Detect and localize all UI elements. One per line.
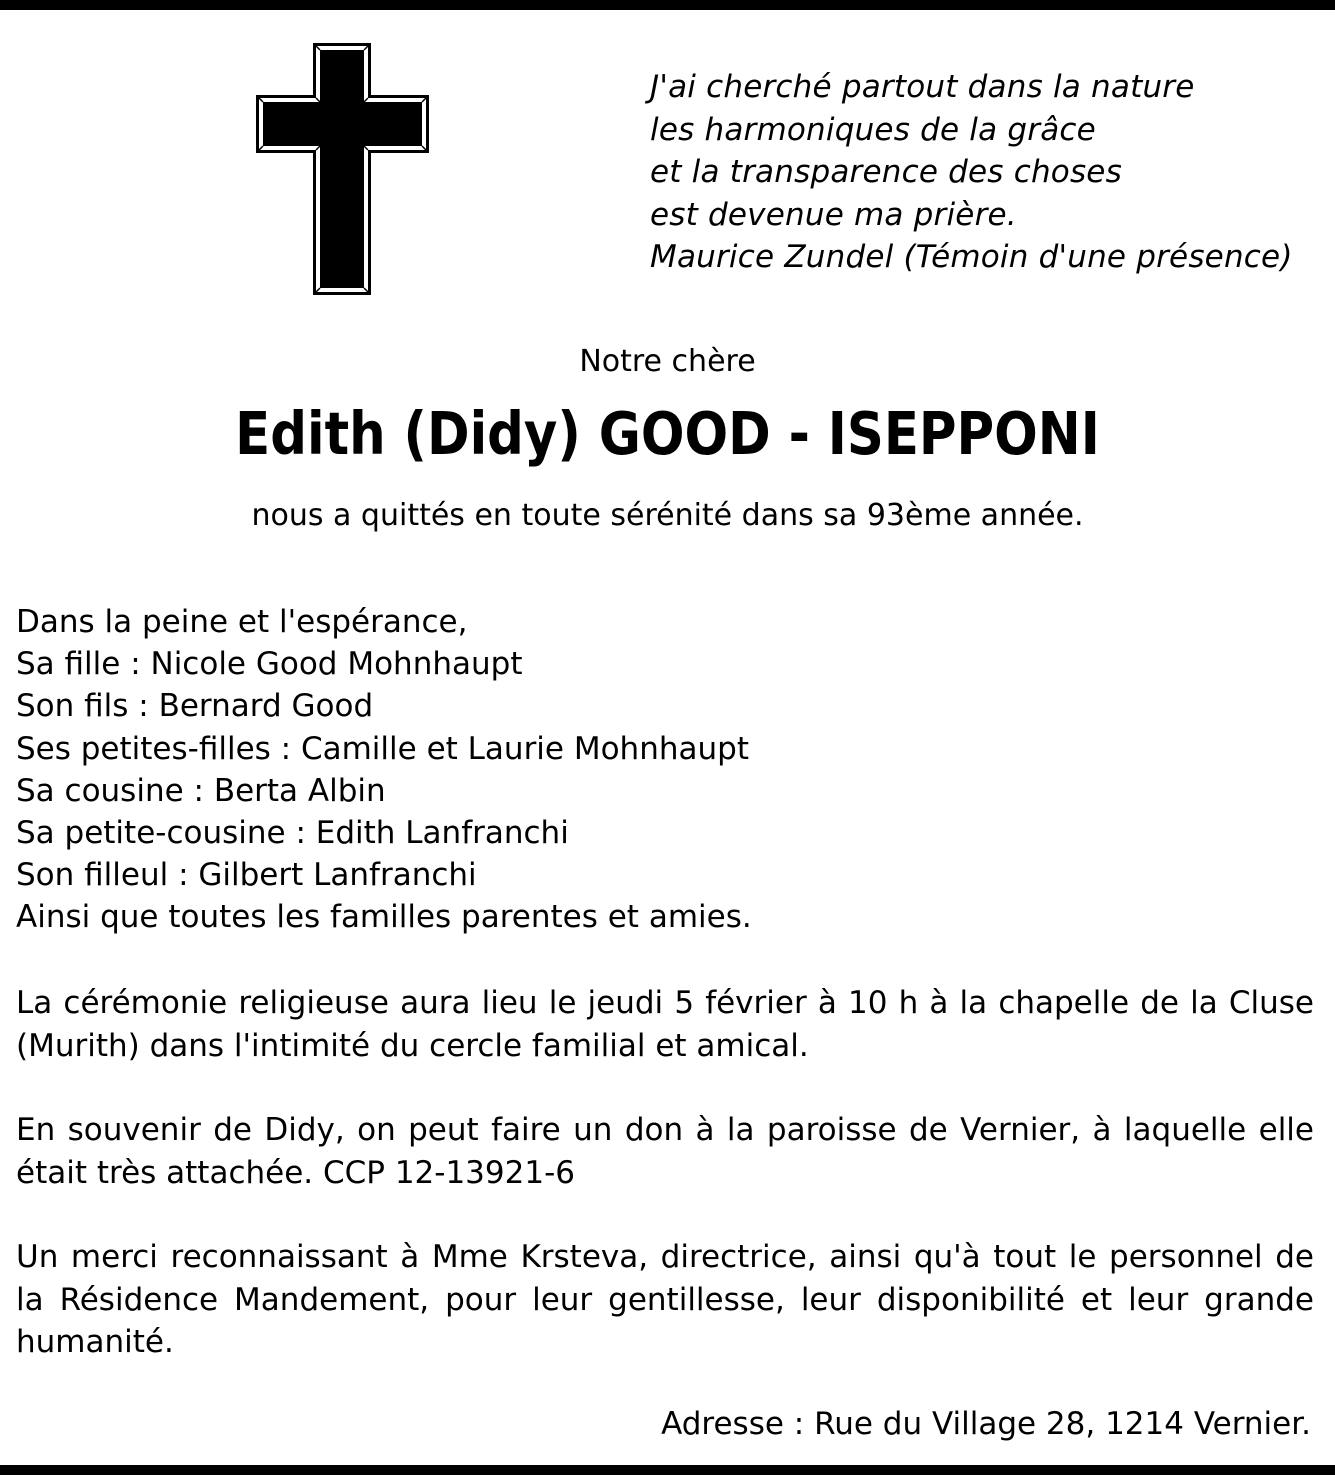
quote-line: J'ai cherché partout dans la nature xyxy=(650,69,1195,105)
family-list xyxy=(16,601,752,939)
quote-line: et la transparence des choses xyxy=(650,154,1122,190)
thanks-paragraph: Un merci reconnaissant à Mme Krsteva, directrice, ainsi qu'à tout le personnel de la Résidence Mandement, pour leur gentillesse, leur disponibilité et leur grande humanité. xyxy=(16,1239,1314,1360)
family-line: Son filleul : Gilbert Lanfranchi xyxy=(16,857,477,894)
quote-attribution: Maurice Zundel (Témoin d'une présence) xyxy=(650,239,1293,275)
family-line: Ainsi que toutes les familles parentes et amies. xyxy=(16,899,752,936)
announcement-subline: nous a quittés en toute sérénité dans sa 93ème année. xyxy=(251,498,1084,533)
family-line: Sa cousine : Berta Albin xyxy=(16,772,386,809)
family-line: Ses petites-filles : Camille et Laurie Mohnhaupt xyxy=(16,730,749,767)
quote-line: est devenue ma prière. xyxy=(650,196,1017,233)
donation-paragraph: En souvenir de Didy, on peut faire un don à la paroisse de Vernier, à laquelle elle était très attachée. CCP 12-13921-6 xyxy=(16,1112,1314,1191)
intro-text: Notre chère xyxy=(579,344,756,379)
family-line: Sa fille : Nicole Good Mohnhaupt xyxy=(16,646,523,683)
family-line: Dans la peine et l'espérance, xyxy=(16,604,468,640)
top-border-rule xyxy=(0,0,1335,10)
cross-icon xyxy=(255,42,430,296)
epigraph-quote xyxy=(650,66,1293,279)
deceased-name: Edith (Didy) GOOD - ISEPPONI xyxy=(235,399,1100,468)
family-line: Sa petite-cousine : Edith Lanfranchi xyxy=(16,815,569,852)
family-line: Son fils : Bernard Good xyxy=(16,688,374,725)
quote-line: les harmoniques de la grâce xyxy=(650,111,1096,148)
ceremony-paragraph: La cérémonie religieuse aura lieu le jeudi 5 février à 10 h à la chapelle de la Cluse (Murith) dans l'intimité du cercle familial et amical. xyxy=(16,985,1314,1064)
bottom-border-rule xyxy=(0,1465,1335,1475)
address-line: Adresse : Rue du Village 28, 1214 Vernier. xyxy=(661,1406,1311,1442)
